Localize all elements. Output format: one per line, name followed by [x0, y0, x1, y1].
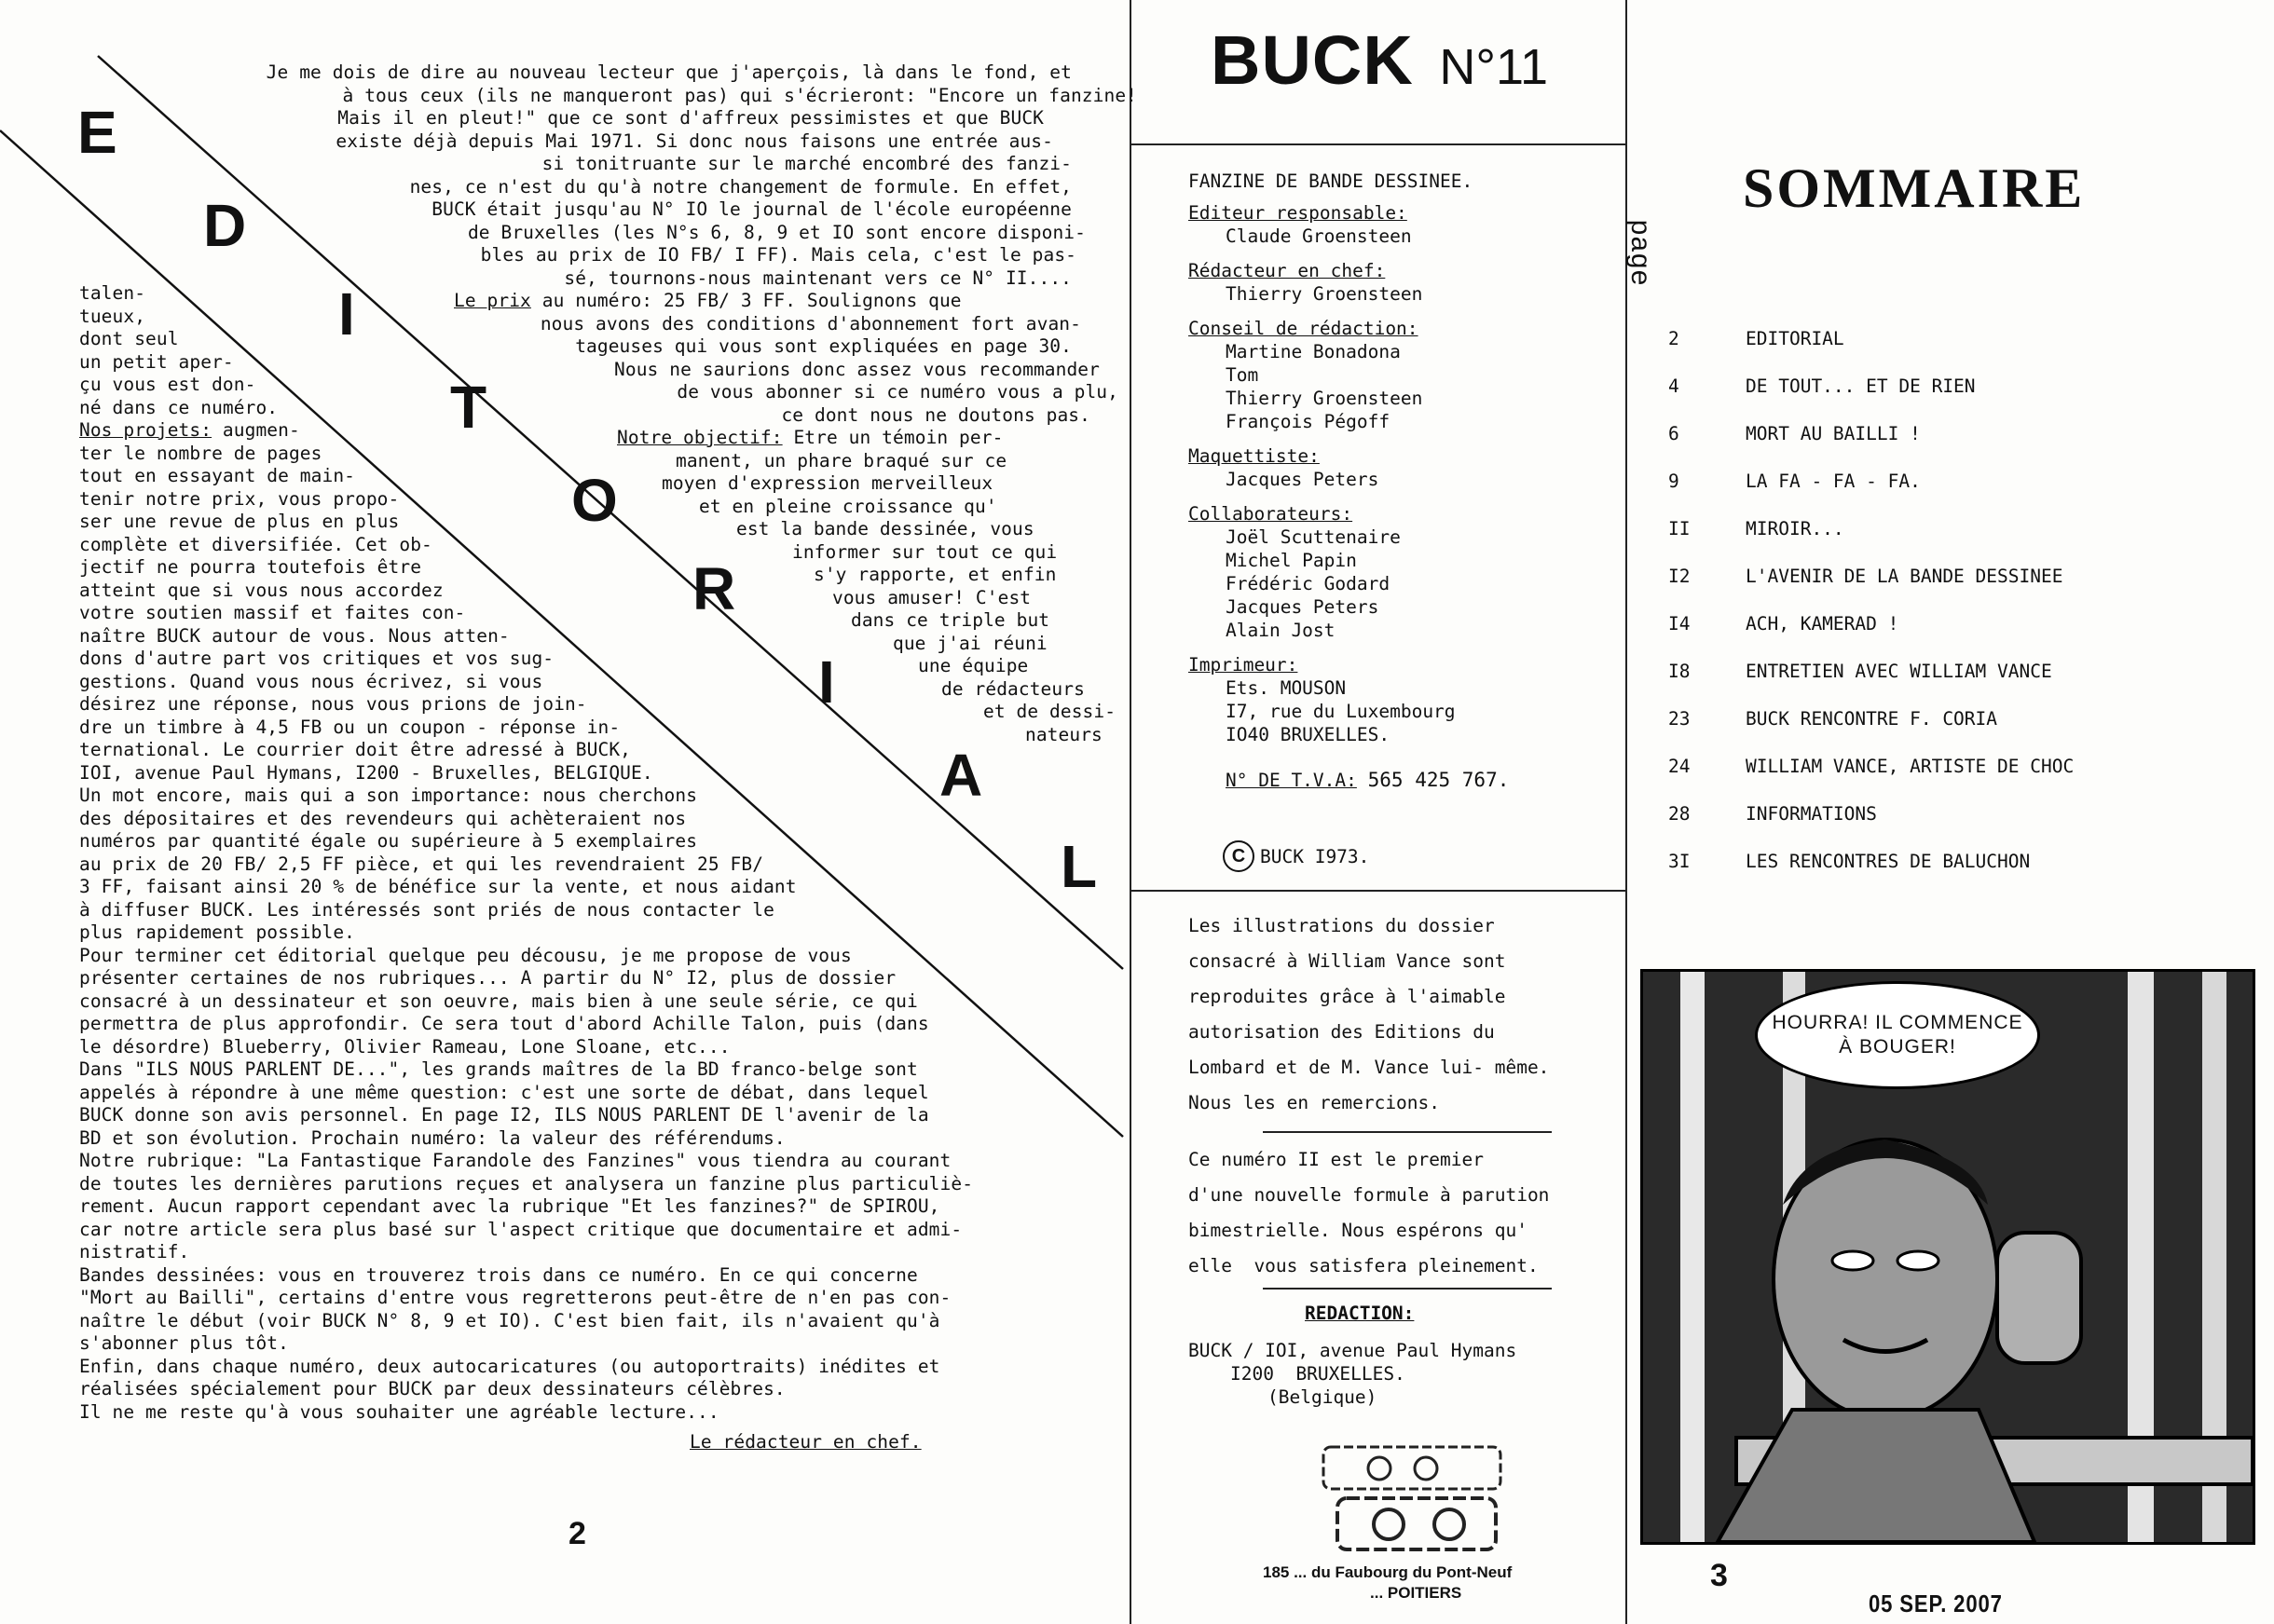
- toc-page-number: I4: [1668, 613, 1691, 635]
- editorial-line: est la bande dessinée, vous: [736, 518, 1034, 539]
- editorial-line: nateurs: [1025, 723, 1103, 745]
- objectif-label: Notre objectif:: [617, 427, 783, 448]
- toc-item-title: LES RENCONTRES DE BALUCHON: [1746, 851, 2031, 872]
- right-page-number: 3: [1710, 1558, 1728, 1593]
- editorial-line: de Bruxelles (les N°s 6, 8, 9 et IO sont encore disponi-: [467, 221, 1086, 243]
- editorial-line: car notre article sera plus basé sur l'aspect critique que documentaire et admi-: [79, 1218, 963, 1240]
- editorial-line: consacré à un dessinateur et son oeuvre, mais bien à une seule série, ce qui: [79, 989, 918, 1012]
- stamp-city: ... POITIERS: [1370, 1584, 1462, 1602]
- editorial-line: Je me dois de dire au nouveau lecteur que j'aperçois, là dans le fond, et: [266, 61, 1072, 83]
- editorial-line: si tonitruante sur le marché encombré des fanzi-: [541, 153, 1072, 174]
- editorial-line: un petit aper-: [79, 350, 234, 373]
- editorial-line: appelés à répondre à une même question: c'est une sorte de débat, dans lequel: [79, 1081, 929, 1103]
- toc-item-title: INFORMATIONS: [1746, 803, 1877, 825]
- note-divider: [1263, 1288, 1552, 1290]
- credit-name: Tom: [1226, 364, 1259, 386]
- toc-page-number: 24: [1668, 756, 1691, 777]
- credit-label: Editeur responsable:: [1188, 202, 1407, 224]
- toc-item-title: MIROIR...: [1746, 518, 1844, 539]
- colophon-subtitle: FANZINE DE BANDE DESSINEE.: [1188, 171, 1473, 192]
- editorial-line: Notre rubrique: "La Fantastique Farandole des Fanzines" vous tiendra au courant: [79, 1150, 952, 1171]
- banner-letter: D: [203, 192, 247, 259]
- editorial-line: à tous ceux (ils ne manqueront pas) qui s'écrieront: "Encore un fanzine!: [342, 84, 1137, 106]
- credit-label: Imprimeur:: [1188, 654, 1298, 676]
- editorial-line: vous amuser! C'est: [832, 586, 1032, 608]
- banner-letter: A: [939, 742, 983, 809]
- editorial-line: BUCK était jusqu'au N° IO le journal de l'école européenne: [432, 198, 1072, 220]
- editorial-line: çu vous est don-: [79, 374, 256, 395]
- banner-letter: E: [77, 99, 117, 166]
- credit-name: I7, rue du Luxembourg: [1226, 701, 1456, 722]
- editorial-line: naître BUCK autour de vous. Nous atten-: [79, 624, 510, 647]
- editorial-line: Enfin, dans chaque numéro, deux autocaricatures (ou autoportraits) inédites et: [79, 1355, 940, 1377]
- editorial-line: atteint que si vous nous accordez: [79, 579, 444, 601]
- colophon-divider-middle: [1130, 890, 1625, 892]
- note-line: elle vous satisfera pleinement.: [1188, 1255, 1539, 1276]
- colophon-title: [1211, 20, 1548, 100]
- credit-name: Michel Papin: [1226, 550, 1357, 571]
- note-line: Lombard et de M. Vance lui- même.: [1188, 1057, 1550, 1078]
- credit-label: Maquettiste:: [1188, 445, 1320, 467]
- tva-label: N° DE T.V.A:: [1226, 770, 1357, 791]
- credit-label: Conseil de rédaction:: [1188, 318, 1418, 339]
- editorial-line: Un mot encore, mais qui a son importance: nous cherchons: [79, 785, 698, 806]
- credit-label: Collaborateurs:: [1188, 503, 1353, 525]
- credit-name: Jacques Peters: [1226, 596, 1379, 618]
- toc-page-number: I8: [1668, 661, 1691, 682]
- speech-bubble: [1755, 981, 2040, 1089]
- editorial-line: ser une revue de plus en plus: [79, 511, 400, 532]
- objectif-paragraph: [617, 427, 1003, 450]
- editorial-line: jectif ne pourra toutefois être: [79, 556, 422, 578]
- credit-name: Thierry Groensteen: [1226, 388, 1423, 409]
- editorial-line: Dans "ILS NOUS PARLENT DE...", les grands maîtres de la BD franco-belge sont: [79, 1058, 918, 1080]
- toc-item-title: ACH, KAMERAD !: [1746, 613, 1899, 635]
- editorial-line: bles au prix de IO FB/ I FF). Mais cela, c'est le pas-: [480, 244, 1076, 266]
- copyright-text: BUCK I973.: [1260, 845, 1370, 867]
- redaction-line: I200 BRUXELLES.: [1230, 1363, 1405, 1385]
- issue-number: N°11: [1439, 39, 1549, 95]
- prix-paragraph: [454, 290, 962, 313]
- editorial-line: de toutes les dernières parutions reçues et analysera un fanzine plus particuliè-: [79, 1172, 974, 1194]
- credit-name: Martine Bonadona: [1226, 341, 1401, 362]
- editorial-line: BUCK donne son avis personnel. En page I2, ILS NOUS PARLENT DE l'avenir de la: [79, 1104, 929, 1126]
- objectif-text: Etre un témoin per-: [782, 427, 1004, 448]
- editorial-line: Mais il en pleut!" que ce sont d'affreux pessimistes et que BUCK: [337, 107, 1044, 129]
- editorial-line: naître le début (voir BUCK N° 8, 9 et IO). C'est bien fait, ils n'avaient qu'à: [79, 1309, 940, 1331]
- editorial-line: Bandes dessinées: vous en trouverez trois dans ce numéro. En ce qui concerne: [79, 1263, 918, 1286]
- editorial-line: dre un timbre à 4,5 FB ou un coupon - réponse in-: [79, 716, 621, 738]
- banner-letter: T: [450, 374, 487, 441]
- editorial-line: dons d'autre part vos critiques et vos sug-: [79, 648, 555, 669]
- editorial-line: dont seul: [79, 328, 179, 349]
- toc-item-title: EDITORIAL: [1746, 328, 1844, 349]
- tva-value: 565 425 767.: [1367, 769, 1510, 791]
- banner-letter: O: [571, 467, 618, 534]
- left-page-number: 2: [568, 1516, 586, 1551]
- editorial-line: le désordre) Blueberry, Olivier Rameau, Lone Sloane, etc...: [79, 1035, 731, 1058]
- editorial-line: de rédacteurs: [941, 677, 1085, 700]
- credit-name: Frédéric Godard: [1226, 573, 1390, 594]
- projets-paragraph: [79, 419, 300, 443]
- editorial-line: Nous ne saurions donc assez vous recommander: [614, 358, 1100, 380]
- toc-page-number: 2: [1668, 328, 1679, 349]
- toc-item-title: MORT AU BAILLI !: [1746, 423, 1921, 444]
- note-line: Nous les en remercions.: [1188, 1092, 1441, 1113]
- credit-name: Joël Scuttenaire: [1226, 526, 1401, 548]
- editorial-line: sé, tournons-nous maintenant vers ce N° II....: [564, 266, 1072, 289]
- editorial-line: réalisées spécialement pour BUCK par deux dessinateurs célèbres.: [79, 1378, 786, 1399]
- banner-letter: L: [1061, 833, 1098, 900]
- toc-item-title: L'AVENIR DE LA BANDE DESSINEE: [1746, 566, 2063, 587]
- toc-page-number: 4: [1668, 375, 1679, 397]
- speech-line-2: À BOUGER!: [1839, 1036, 1956, 1058]
- redaction-line: BUCK / IOI, avenue Paul Hymans: [1188, 1340, 1517, 1361]
- note-line: d'une nouvelle formule à parution: [1188, 1184, 1550, 1206]
- colophon-divider-top: [1130, 143, 1625, 145]
- credit-name: Ets. MOUSON: [1226, 677, 1347, 699]
- note-line: consacré à William Vance sont: [1188, 950, 1506, 972]
- credit-name: Alain Jost: [1226, 620, 1336, 641]
- sommaire-title: SOMMAIRE: [1743, 157, 2086, 219]
- redaction-label: REDACTION:: [1305, 1303, 1415, 1324]
- editorial-line: rement. Aucun rapport cependant avec la rubrique "Et les fanzines?" de SPIROU,: [79, 1195, 940, 1217]
- editorial-line: existe déjà depuis Mai 1971. Si donc nous faisons une entrée aus-: [336, 130, 1053, 152]
- editorial-line: manent, un phare braqué sur ce: [676, 449, 1007, 471]
- toc-page-number: I2: [1668, 566, 1691, 587]
- editorial-line: dans ce triple but: [851, 609, 1050, 631]
- editorial-line: né dans ce numéro.: [79, 396, 279, 418]
- banner-letter: R: [692, 555, 736, 622]
- editorial-line: tout en essayant de main-: [79, 465, 355, 486]
- editorial-line: nes, ce n'est du qu'à notre changement de formule. En effet,: [409, 175, 1072, 198]
- copyright-icon: C: [1223, 840, 1254, 872]
- toc-page-number: 9: [1668, 471, 1679, 492]
- editorial-line: numéros par quantité égale ou supérieure à 5 exemplaires: [79, 830, 698, 852]
- editorial-line: que j'ai réuni: [893, 632, 1048, 654]
- credit-name: Jacques Peters: [1226, 469, 1379, 490]
- bookshop-stamp: [1258, 1442, 1538, 1624]
- bookshop-logo-icon: [1286, 1442, 1538, 1554]
- toc-page-number: 23: [1668, 708, 1691, 730]
- editorial-line: ter le nombre de pages: [79, 442, 322, 464]
- editorial-line: Pour terminer cet éditorial quelque peu décousu, je me propose de vous: [79, 944, 852, 966]
- comic-panel: [1640, 969, 2255, 1545]
- projets-text: augmen-: [212, 419, 300, 441]
- toc-item-title: BUCK RENCONTRE F. CORIA: [1746, 708, 1998, 730]
- editorial-line: de vous abonner si ce numéro vous a plu,: [677, 381, 1118, 403]
- toc-item-title: LA FA - FA - FA.: [1746, 471, 1921, 492]
- toc-item-title: WILLIAM VANCE, ARTISTE DE CHOC: [1746, 756, 2075, 777]
- editorial-line: informer sur tout ce qui: [792, 540, 1058, 563]
- banner-letter: I: [338, 280, 355, 348]
- toc-item-title: DE TOUT... ET DE RIEN: [1746, 375, 1976, 397]
- projets-label: Nos projets:: [79, 419, 212, 441]
- editorial-line: au prix de 20 FB/ 2,5 FF pièce, et qui les revendraient 25 FB/: [79, 853, 764, 875]
- speech-line-1: HOURRA! IL COMMENCE: [1772, 1012, 2023, 1033]
- tva-spacer: [1357, 770, 1368, 791]
- date-stamp: 05 SEP. 2007: [1869, 1590, 2003, 1617]
- prix-label: Le prix: [454, 290, 531, 311]
- editorial-line: nistratif.: [79, 1241, 190, 1262]
- magazine-title: BUCK: [1211, 21, 1414, 99]
- credit-name: François Pégoff: [1226, 411, 1390, 432]
- note-line: autorisation des Editions du: [1188, 1021, 1495, 1043]
- note-line: Les illustrations du dossier: [1188, 915, 1495, 936]
- editorial-line: à diffuser BUCK. Les intéressés sont priés de nous contacter le: [79, 898, 774, 921]
- editorial-line: des dépositaires et des revendeurs qui achèteraient nos: [79, 807, 687, 829]
- copyright-line: [1223, 840, 1369, 872]
- credit-label: Rédacteur en chef:: [1188, 260, 1386, 281]
- editorial-line: tueux,: [79, 305, 146, 327]
- toc-page-number: II: [1668, 518, 1691, 539]
- note-line: Ce numéro II est le premier: [1188, 1149, 1484, 1170]
- toc-page-number: 28: [1668, 803, 1691, 825]
- editorial-line: s'abonner plus tôt.: [79, 1332, 289, 1354]
- editorial-line: Il ne me reste qu'à vous souhaiter une agréable lecture...: [79, 1400, 719, 1423]
- credit-name: Thierry Groensteen: [1226, 283, 1423, 305]
- editorial-line: et en pleine croissance qu': [699, 495, 997, 517]
- note-divider: [1263, 1131, 1552, 1133]
- editorial-line: moyen d'expression merveilleux: [662, 472, 993, 494]
- banner-letter: I: [818, 648, 835, 716]
- toc-page-number: 3I: [1668, 851, 1691, 872]
- editorial-line: ce dont nous ne doutons pas.: [781, 403, 1090, 426]
- toc-page-number: 6: [1668, 423, 1679, 444]
- page-column-label: page: [1623, 219, 1654, 287]
- note-line: reproduites grâce à l'aimable: [1188, 986, 1506, 1007]
- editorial-line: complète et diversifiée. Cet ob-: [79, 533, 432, 555]
- editorial-line: désirez une réponse, nous vous prions de join-: [79, 693, 587, 715]
- redaction-line: (Belgique): [1267, 1386, 1377, 1408]
- editorial-line: une équipe: [918, 655, 1029, 676]
- editorial-line: permettra de plus approfondir. Ce sera tout d'abord Achille Talon, puis (dans: [79, 1013, 929, 1034]
- note-line: bimestrielle. Nous espérons qu': [1188, 1220, 1527, 1241]
- editorial-line: 3 FF, faisant ainsi 20 % de bénéfice sur la vente, et nous aidant: [79, 876, 797, 897]
- editorial-line: et de dessi-: [983, 701, 1116, 722]
- editorial-line: plus rapidement possible.: [79, 921, 355, 943]
- stamp-address: 185 ... du Faubourg du Pont-Neuf: [1263, 1563, 1513, 1581]
- editorial-line: nous avons des conditions d'abonnement fort avan-: [540, 312, 1081, 334]
- editorial-line: ternational. Le courrier doit être adressé à BUCK,: [79, 739, 631, 760]
- editorial-line: IOI, avenue Paul Hymans, I200 - Bruxelles, BELGIQUE.: [79, 761, 653, 784]
- credit-name: IO40 BRUXELLES.: [1226, 724, 1390, 745]
- prix-text: au numéro: 25 FB/ 3 FF. Soulignons que: [530, 290, 962, 311]
- signature: Le rédacteur en chef.: [690, 1431, 922, 1453]
- editorial-line: présenter certaines de nos rubriques... A partir du N° I2, plus de dossier: [79, 967, 897, 989]
- editorial-line: gestions. Quand vous nous écrivez, si vous: [79, 670, 543, 692]
- editorial-line: BD et son évolution. Prochain numéro: la valeur des référendums.: [79, 1126, 786, 1149]
- editorial-line: tageuses qui vous sont expliquées en page 30.: [575, 335, 1072, 357]
- editorial-line: "Mort au Bailli", certains d'entre vous regretterons peut-être de n'en pas con-: [79, 1287, 952, 1308]
- editorial-line: votre soutien massif et faites con-: [79, 602, 466, 623]
- credit-name: Claude Groensteen: [1226, 225, 1412, 247]
- toc-item-title: ENTRETIEN AVEC WILLIAM VANCE: [1746, 661, 2052, 682]
- editorial-line: tenir notre prix, vous propo-: [79, 487, 400, 510]
- tva-line: [1226, 769, 1509, 792]
- editorial-line: s'y rapporte, et enfin: [814, 564, 1057, 585]
- editorial-line: talen-: [79, 282, 146, 304]
